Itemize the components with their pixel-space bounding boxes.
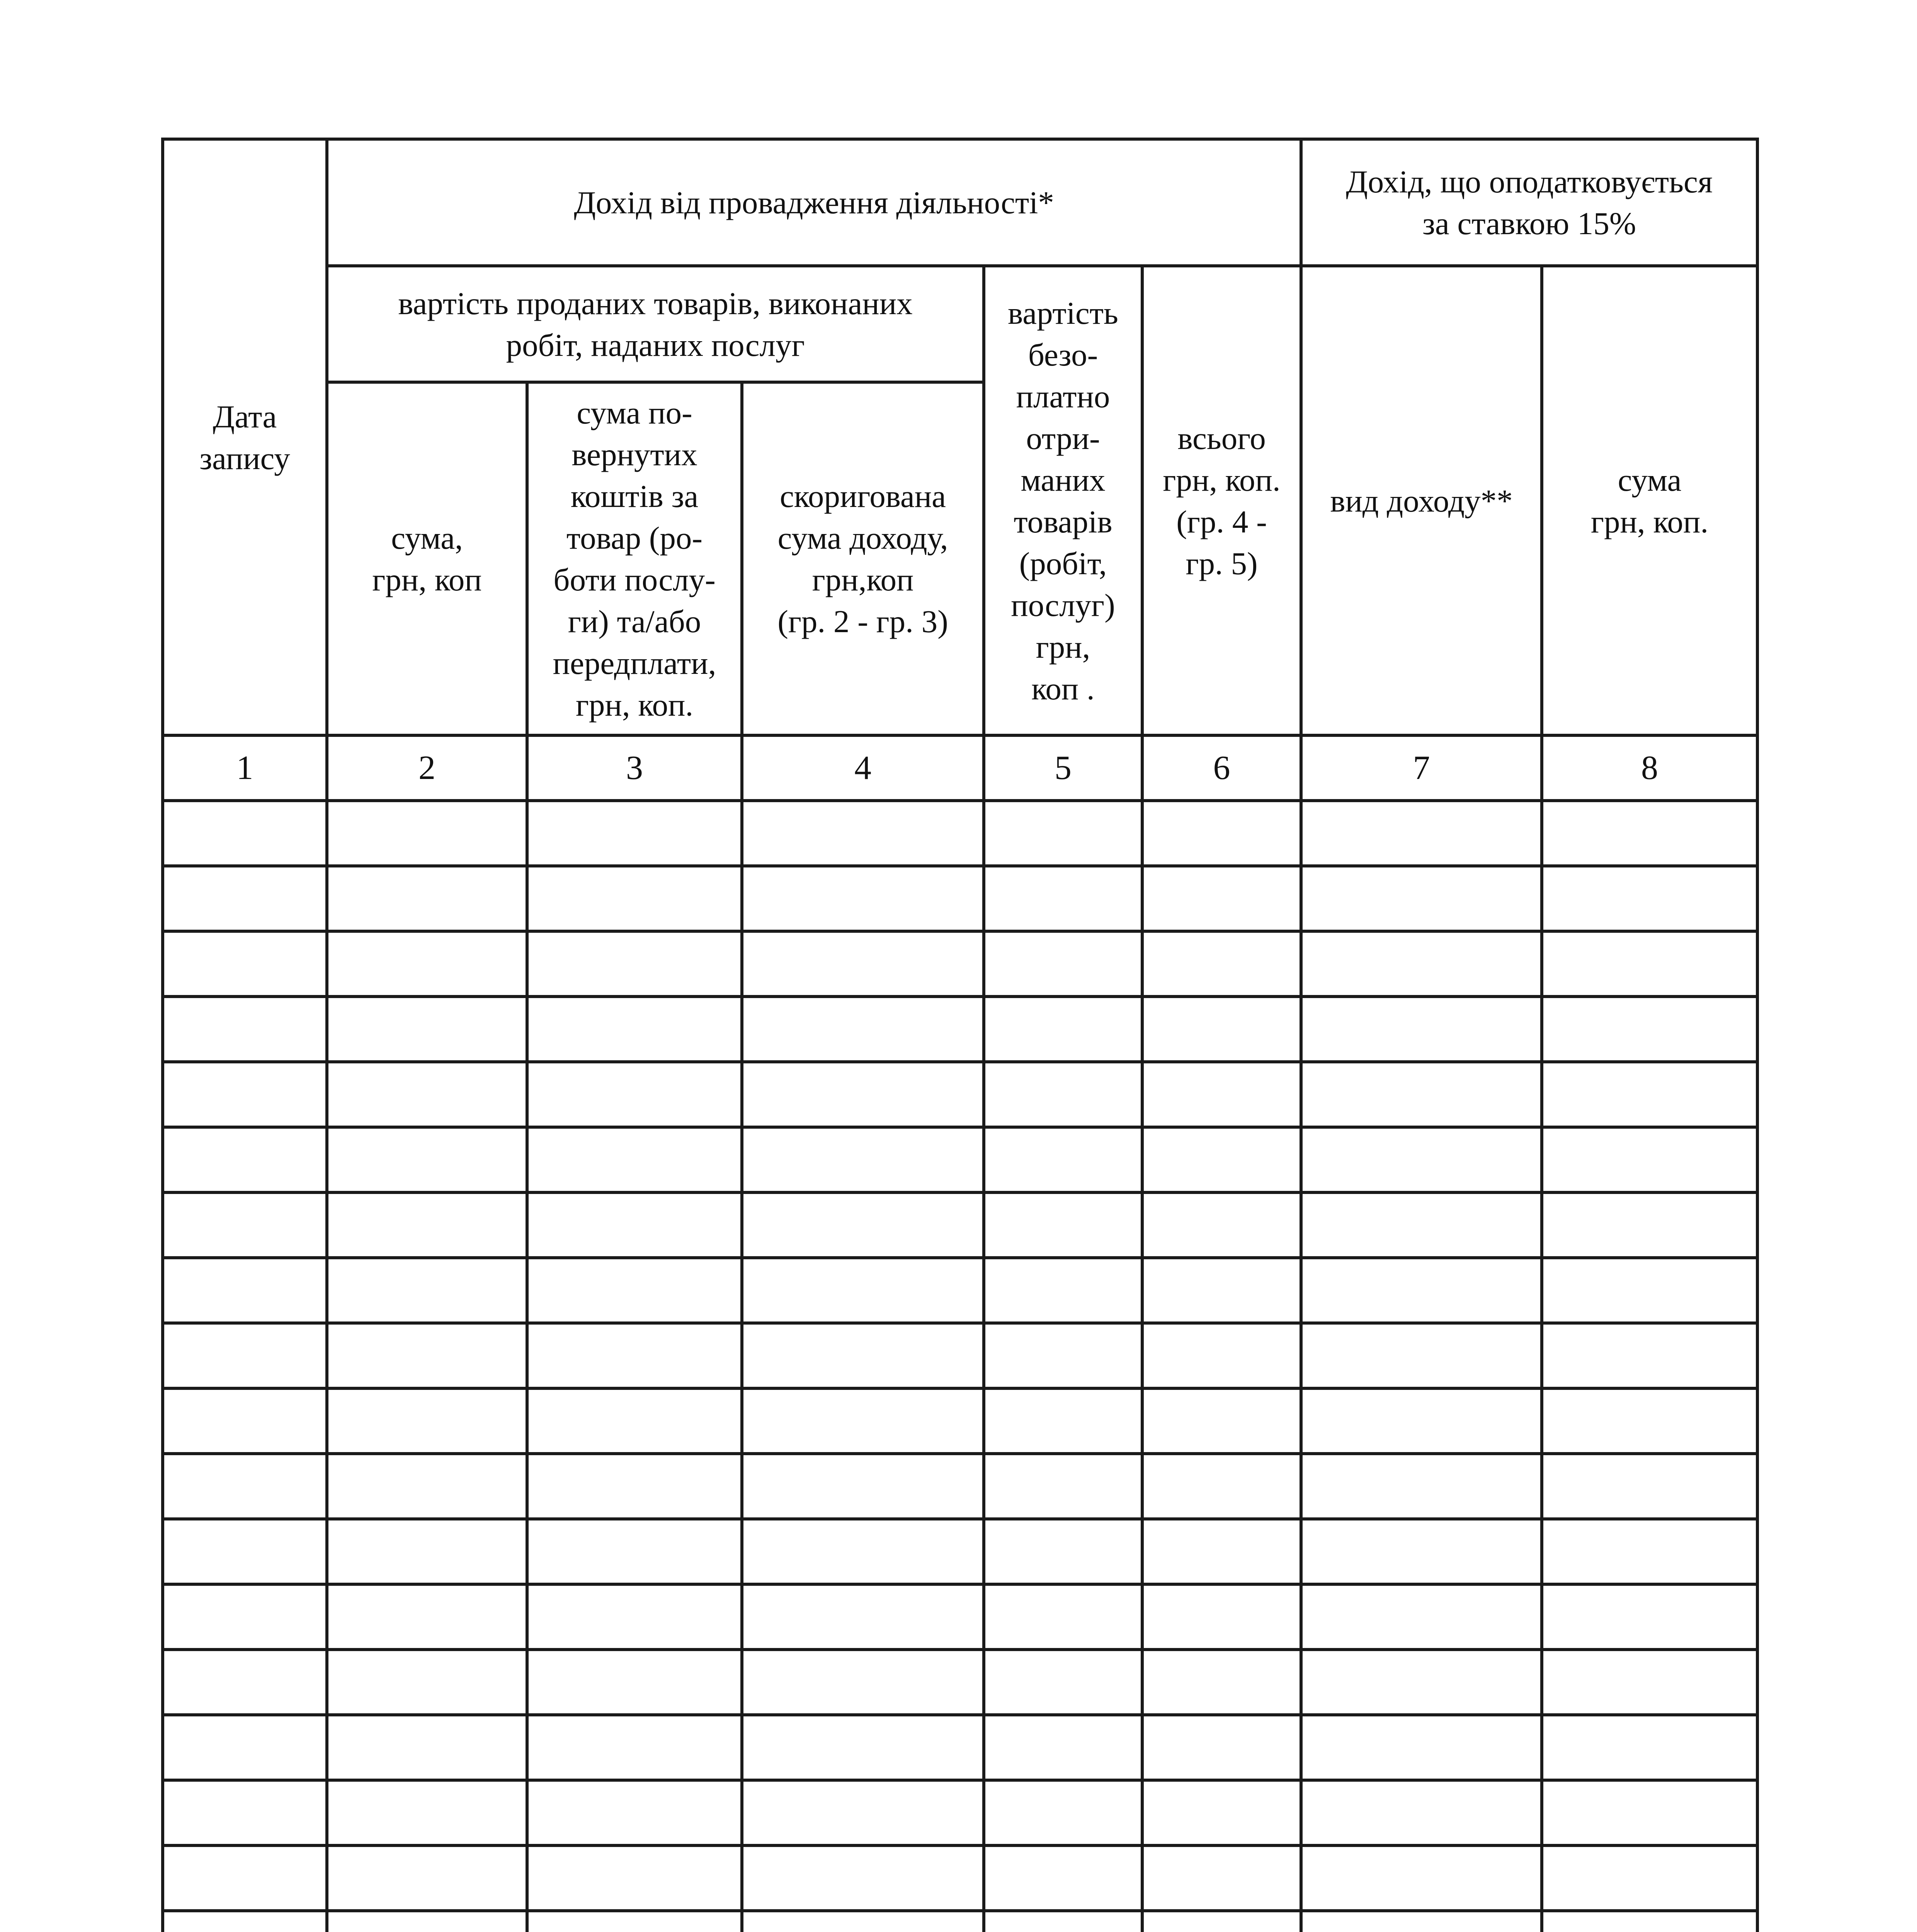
entry-cell[interactable]: [742, 1388, 984, 1454]
entry-cell[interactable]: [327, 1454, 527, 1519]
entry-cell[interactable]: [742, 1323, 984, 1388]
entry-cell[interactable]: [527, 1584, 742, 1650]
entry-cell[interactable]: [1542, 1454, 1757, 1519]
entry-cell[interactable]: [1301, 866, 1542, 931]
table-row: [163, 1062, 1757, 1127]
entry-cell[interactable]: [742, 1845, 984, 1911]
entry-cell[interactable]: [527, 866, 742, 931]
entry-cell[interactable]: [1142, 801, 1301, 866]
entry-cell[interactable]: [1142, 1911, 1301, 1932]
entry-cell[interactable]: [984, 997, 1142, 1062]
entry-cell[interactable]: [1142, 1584, 1301, 1650]
entry-cell[interactable]: [163, 1127, 327, 1192]
table-row: [163, 801, 1757, 866]
total-header: всього грн, коп. (гр. 4 - гр. 5): [1142, 266, 1301, 735]
sold-goods-value-header: вартість проданих товарів, виконаних робіт, наданих послуг: [327, 266, 984, 382]
entry-cell[interactable]: [1542, 1584, 1757, 1650]
entry-cell[interactable]: [742, 1519, 984, 1584]
taxed-income-header: Дохід, що оподатковується за ставкою 15%: [1301, 139, 1757, 266]
table-row: [163, 1258, 1757, 1323]
entry-cell[interactable]: [1142, 1454, 1301, 1519]
entry-cell[interactable]: [1142, 1715, 1301, 1780]
entry-cell[interactable]: [1301, 1519, 1542, 1584]
entry-cell[interactable]: [742, 1911, 984, 1932]
entry-cell[interactable]: [984, 1650, 1142, 1715]
entry-cell[interactable]: [1142, 1780, 1301, 1845]
entry-cell[interactable]: [1301, 1911, 1542, 1932]
entry-cell[interactable]: [984, 1127, 1142, 1192]
entry-cell[interactable]: [984, 1845, 1142, 1911]
entry-cell[interactable]: [1301, 1062, 1542, 1127]
entry-cell[interactable]: [1542, 1780, 1757, 1845]
entry-cell[interactable]: [742, 1258, 984, 1323]
entry-cell[interactable]: [984, 1584, 1142, 1650]
table-row: [163, 1388, 1757, 1454]
entry-cell[interactable]: [984, 1715, 1142, 1780]
column-number: 4: [742, 735, 984, 801]
entry-cell[interactable]: [1142, 1519, 1301, 1584]
column-number: 3: [527, 735, 742, 801]
entry-cell[interactable]: [742, 1715, 984, 1780]
entry-cell[interactable]: [1301, 931, 1542, 997]
entry-cell[interactable]: [327, 1258, 527, 1323]
table-row: [163, 1715, 1757, 1780]
table-row: [163, 1911, 1757, 1932]
entry-cell[interactable]: [984, 1062, 1142, 1127]
entry-cell[interactable]: [527, 1258, 742, 1323]
entry-cell[interactable]: [327, 1519, 527, 1584]
entry-cell[interactable]: [742, 1192, 984, 1258]
entry-cell[interactable]: [1301, 1388, 1542, 1454]
entry-cell[interactable]: [527, 1911, 742, 1932]
entry-cell[interactable]: [1542, 1519, 1757, 1584]
entry-cell[interactable]: [1301, 1584, 1542, 1650]
entry-cell[interactable]: [742, 997, 984, 1062]
entry-cell[interactable]: [327, 1323, 527, 1388]
entry-cell[interactable]: [1542, 801, 1757, 866]
column-number: 6: [1142, 735, 1301, 801]
entry-cell[interactable]: [527, 931, 742, 997]
returned-sum-header: сума по- вернутих коштів за товар (ро- боти послу- ги) та/або передплати, грн, коп.: [527, 382, 742, 735]
taxed-sum-header: сума грн, коп.: [1542, 266, 1757, 735]
entry-cell[interactable]: [1142, 1650, 1301, 1715]
entry-cell[interactable]: [1142, 1127, 1301, 1192]
entry-cell[interactable]: [527, 1127, 742, 1192]
entry-cell[interactable]: [163, 1258, 327, 1323]
entry-cell[interactable]: [1142, 1845, 1301, 1911]
entry-cell[interactable]: [984, 1519, 1142, 1584]
table-row: [163, 1845, 1757, 1911]
entry-cell[interactable]: [1142, 1258, 1301, 1323]
entry-cell[interactable]: [527, 1454, 742, 1519]
entry-cell[interactable]: [1542, 1192, 1757, 1258]
entry-cell[interactable]: [163, 801, 327, 866]
table-row: [163, 1192, 1757, 1258]
entry-cell[interactable]: [527, 1519, 742, 1584]
entry-cell[interactable]: [1542, 1715, 1757, 1780]
entry-cell[interactable]: [163, 1454, 327, 1519]
entry-cell[interactable]: [527, 1780, 742, 1845]
entry-cell[interactable]: [1142, 866, 1301, 931]
entry-cell[interactable]: [163, 1519, 327, 1584]
entry-cell[interactable]: [163, 997, 327, 1062]
table-row: [163, 931, 1757, 997]
entry-cell[interactable]: [742, 931, 984, 997]
income-ledger-table: [161, 138, 1759, 1932]
table-row: [163, 1127, 1757, 1192]
entry-cell[interactable]: [742, 1780, 984, 1845]
sum-header: сума, грн, коп: [327, 382, 527, 735]
entry-cell[interactable]: [742, 1650, 984, 1715]
entry-cell[interactable]: [1542, 1062, 1757, 1127]
entry-cell[interactable]: [1301, 1127, 1542, 1192]
entry-cell[interactable]: [327, 866, 527, 931]
column-number: 2: [327, 735, 527, 801]
entry-cell[interactable]: [527, 1062, 742, 1127]
entry-cell[interactable]: [742, 1454, 984, 1519]
entry-cell[interactable]: [327, 1388, 527, 1454]
entry-cell[interactable]: [984, 866, 1142, 931]
entry-cell[interactable]: [1542, 1388, 1757, 1454]
free-goods-value-header: вартість безо- платно отри- маних товарів (робіт, послуг) грн, коп .: [984, 266, 1142, 735]
entry-cell[interactable]: [163, 1650, 327, 1715]
table-row: [163, 1650, 1757, 1715]
entry-cell[interactable]: [1542, 1323, 1757, 1388]
table-row: [163, 1780, 1757, 1845]
entry-cell[interactable]: [1142, 1192, 1301, 1258]
entry-cell[interactable]: [1301, 1454, 1542, 1519]
entry-cell[interactable]: [327, 997, 527, 1062]
entry-cell[interactable]: [984, 1911, 1142, 1932]
entry-cell[interactable]: [984, 1258, 1142, 1323]
entry-cell[interactable]: [1542, 1911, 1757, 1932]
entry-cell[interactable]: [327, 1127, 527, 1192]
entry-cell[interactable]: [1301, 1650, 1542, 1715]
entry-cell[interactable]: [327, 1650, 527, 1715]
entry-cell[interactable]: [1301, 1323, 1542, 1388]
entry-cell[interactable]: [163, 1062, 327, 1127]
date-column-header: Дата запису: [163, 139, 327, 735]
entry-cell[interactable]: [984, 1388, 1142, 1454]
entry-cell[interactable]: [984, 1323, 1142, 1388]
entry-cell[interactable]: [527, 1715, 742, 1780]
entry-cell[interactable]: [984, 1454, 1142, 1519]
entry-cell[interactable]: [163, 1388, 327, 1454]
entry-cell[interactable]: [984, 931, 1142, 997]
entry-cell[interactable]: [327, 931, 527, 997]
entry-cell[interactable]: [1542, 1127, 1757, 1192]
column-number: 5: [984, 735, 1142, 801]
entry-cell[interactable]: [1142, 1388, 1301, 1454]
entry-cell[interactable]: [1142, 1062, 1301, 1127]
entry-cell[interactable]: [163, 1192, 327, 1258]
entry-cell[interactable]: [742, 1584, 984, 1650]
adjusted-sum-header: скоригована сума доходу, грн,коп (гр. 2 - гр. 3): [742, 382, 984, 735]
entry-cell[interactable]: [527, 1845, 742, 1911]
entry-cell[interactable]: [327, 1062, 527, 1127]
entry-cell[interactable]: [742, 801, 984, 866]
column-number: 8: [1542, 735, 1757, 801]
entry-cell[interactable]: [327, 1715, 527, 1780]
entry-cell[interactable]: [163, 931, 327, 997]
entry-cell[interactable]: [1542, 1845, 1757, 1911]
table-row: [163, 1519, 1757, 1584]
header-row-2: [163, 266, 1757, 382]
entry-cell[interactable]: [527, 1192, 742, 1258]
table-row: [163, 1584, 1757, 1650]
entry-cell[interactable]: [1142, 1323, 1301, 1388]
entry-cell[interactable]: [1301, 1780, 1542, 1845]
entry-cell[interactable]: [1301, 1845, 1542, 1911]
entry-cell[interactable]: [527, 997, 742, 1062]
entry-cell[interactable]: [1301, 1715, 1542, 1780]
entry-cell[interactable]: [527, 1388, 742, 1454]
entry-cell[interactable]: [163, 1911, 327, 1932]
entry-cell[interactable]: [984, 801, 1142, 866]
entry-cell[interactable]: [327, 801, 527, 866]
entry-cell[interactable]: [1542, 1650, 1757, 1715]
entry-cell[interactable]: [327, 1780, 527, 1845]
entry-cell[interactable]: [327, 1845, 527, 1911]
entry-cell[interactable]: [163, 866, 327, 931]
entry-cell[interactable]: [984, 1780, 1142, 1845]
entry-cell[interactable]: [527, 1650, 742, 1715]
entry-cell[interactable]: [527, 1323, 742, 1388]
entry-cell[interactable]: [163, 1584, 327, 1650]
entry-cell[interactable]: [1301, 997, 1542, 1062]
entry-cell[interactable]: [1542, 997, 1757, 1062]
entry-cell[interactable]: [742, 866, 984, 931]
entry-cell[interactable]: [527, 801, 742, 866]
table-row: [163, 1454, 1757, 1519]
table-row: [163, 1323, 1757, 1388]
entry-cell[interactable]: [984, 1192, 1142, 1258]
entry-cell[interactable]: [1301, 1192, 1542, 1258]
column-number: 7: [1301, 735, 1542, 801]
entry-cell[interactable]: [163, 1780, 327, 1845]
entry-cell[interactable]: [327, 1584, 527, 1650]
entry-cell[interactable]: [1542, 866, 1757, 931]
entry-cell[interactable]: [742, 1062, 984, 1127]
entry-cell[interactable]: [1142, 997, 1301, 1062]
entry-cell[interactable]: [1301, 1258, 1542, 1323]
entry-cell[interactable]: [163, 1845, 327, 1911]
entry-cell[interactable]: [327, 1192, 527, 1258]
column-number-row: [163, 735, 1757, 801]
header-row-1: [163, 139, 1757, 266]
column-number: 1: [163, 735, 327, 801]
entry-cell[interactable]: [163, 1715, 327, 1780]
activity-income-header: Дохід від провадження діяльності*: [327, 139, 1301, 266]
entry-cell[interactable]: [1542, 931, 1757, 997]
entry-cell[interactable]: [1142, 931, 1301, 997]
entry-cell[interactable]: [1301, 801, 1542, 866]
income-type-header: вид доходу**: [1301, 266, 1542, 735]
table-row: [163, 866, 1757, 931]
entry-cell[interactable]: [1542, 1258, 1757, 1323]
entry-cell[interactable]: [163, 1323, 327, 1388]
table-row: [163, 997, 1757, 1062]
entry-cell[interactable]: [327, 1911, 527, 1932]
entry-cell[interactable]: [742, 1127, 984, 1192]
